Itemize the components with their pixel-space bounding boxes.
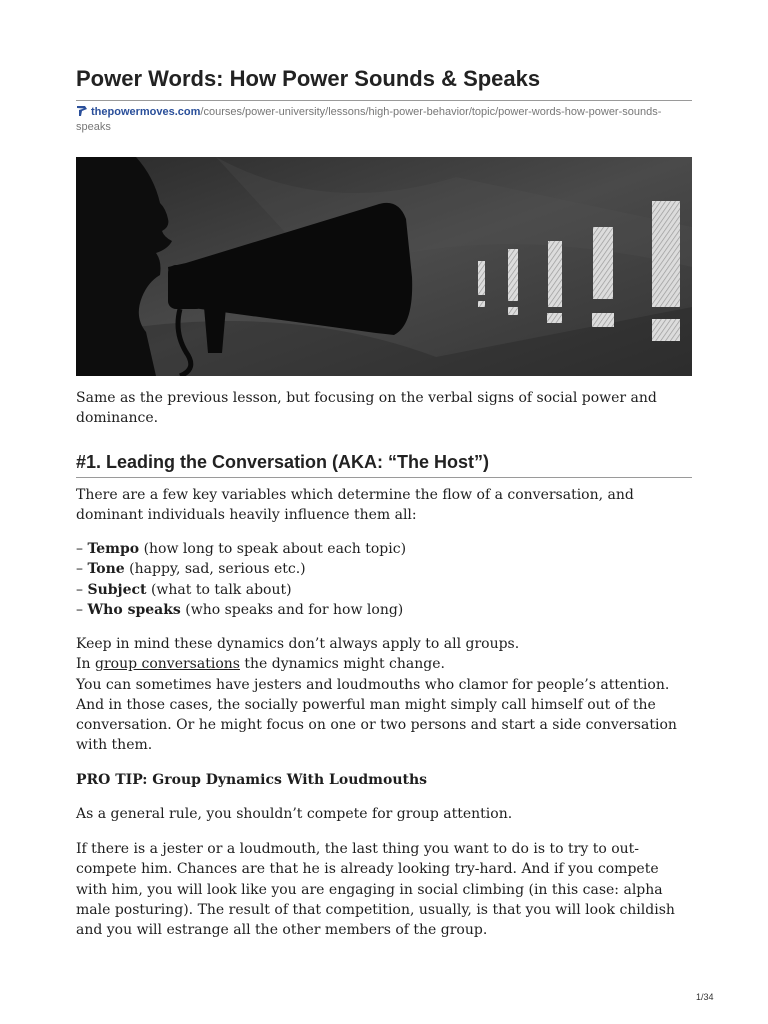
megaphone-exclamation-image bbox=[76, 157, 692, 376]
section-paragraph-2 bbox=[76, 634, 692, 756]
paragraph-line: You can sometimes have jesters and loudmouths who clamor for people’s attention. And in those cases, the socially powerful man might simply call himself out of the conversation. Or he might focus on one or two persons and start a side conversation with them. bbox=[76, 676, 677, 754]
list-item: – Subject (what to talk about) bbox=[76, 581, 292, 598]
source-path[interactable]: /courses/power-university/lessons/high-power-behavior/topic/power-words-how-power-sounds-speaks bbox=[76, 106, 662, 133]
power-moves-logo-icon bbox=[76, 105, 88, 117]
pro-tip-heading: PRO TIP: Group Dynamics With Loudmouths bbox=[76, 772, 428, 788]
list-item: – Tempo (how long to speak about each topic) bbox=[76, 541, 407, 557]
paragraph-line: In group conversations the dynamics might change. bbox=[76, 656, 445, 673]
title-divider bbox=[76, 100, 692, 101]
group-conversations-link[interactable]: group conversations bbox=[95, 656, 240, 673]
hero-image bbox=[76, 157, 692, 376]
section-paragraph-1: There are a few key variables which determine the flow of a conversation, and dominant individuals heavily influence them all: bbox=[76, 487, 634, 524]
section-divider bbox=[76, 477, 692, 478]
paragraph-line: Keep in mind these dynamics don’t always apply to all groups. bbox=[76, 636, 520, 652]
variables-list bbox=[76, 539, 692, 620]
source-domain[interactable]: thepowermoves.com bbox=[91, 106, 201, 118]
list-item: – Who speaks (who speaks and for how long) bbox=[76, 601, 404, 618]
page-number: 1/34 bbox=[696, 992, 714, 1002]
list-item: – Tone (happy, sad, serious etc.) bbox=[76, 561, 306, 578]
intro-paragraph: Same as the previous lesson, but focusing on the verbal signs of social power and dominance. bbox=[76, 390, 657, 427]
page-title: Power Words: How Power Sounds & Speaks bbox=[76, 66, 541, 91]
source-url[interactable] bbox=[76, 105, 676, 135]
section-heading: #1. Leading the Conversation (AKA: “The Host”) bbox=[76, 452, 490, 472]
section-paragraph-3: As a general rule, you shouldn’t compete for group attention. bbox=[76, 806, 513, 822]
section-paragraph-4: If there is a jester or a loudmouth, the last thing you want to do is to try to out-compete him. Chances are that he is already looking try-hard. And if you compete with him, you will look like you are engaging in social climbing (in this case: alpha male posturing). The result of that competition, usually, is that you will look childish and you will estrange all the other members of the group. bbox=[76, 841, 675, 939]
